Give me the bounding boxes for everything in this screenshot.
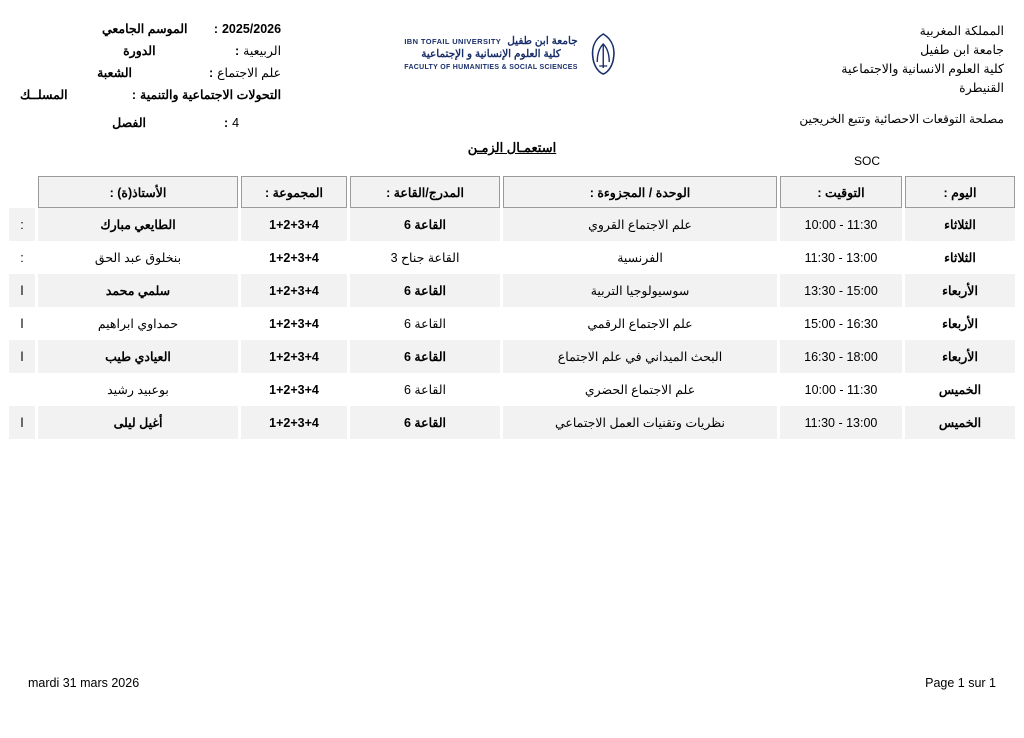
cell-room: القاعة 6 [350, 208, 500, 241]
logo-arabic-university: جامعة ابن طفيل [507, 34, 578, 47]
logo-emblem-icon [586, 32, 620, 76]
cell-time: 10:00 - 11:30 [780, 208, 902, 241]
cell-mark: ا [9, 406, 35, 439]
cell-time: 11:30 - 13:00 [780, 406, 902, 439]
cell-day: الخميس [905, 406, 1015, 439]
cell-group: 1+2+3+4 [241, 307, 347, 340]
logo-english-university: IBN TOFAIL UNIVERSITY [404, 36, 502, 46]
cell-unit: الفرنسية [503, 241, 777, 274]
info-key-track: المسلــك [20, 88, 68, 102]
cell-professor: بوعبيد رشيد [38, 373, 238, 406]
info-value-department: علم الاجتماع [217, 66, 282, 80]
page-footer [0, 676, 1024, 690]
info-colon: : [213, 22, 219, 36]
cell-unit: علم الاجتماع القروي [503, 208, 777, 241]
cell-unit: نظريات وتقنيات العمل الاجتماعي [503, 406, 777, 439]
cell-room: القاعة 6 [350, 340, 500, 373]
program-info-block [20, 18, 283, 134]
timetable-container [0, 176, 1024, 439]
column-header-professor: الأستاذ(ة) : [38, 176, 238, 208]
info-value-track: التحولات الاجتماعية والتنمية [140, 88, 282, 102]
footer-pagination: Page 1 sur 1 [925, 676, 996, 690]
column-header-day: اليوم : [905, 176, 1015, 208]
info-key-semester: الفصل [112, 116, 147, 130]
timetable [6, 176, 1018, 439]
info-row-session [20, 40, 283, 62]
cell-time: 16:30 - 18:00 [780, 340, 902, 373]
info-row-semester [20, 112, 283, 134]
institution-line-country: المملكة المغربية [919, 24, 1004, 38]
logo-text-block [404, 35, 578, 74]
cell-group: 1+2+3+4 [241, 274, 347, 307]
info-colon: : [131, 88, 137, 102]
info-value-semester: 4 [232, 116, 240, 130]
info-row-track [20, 84, 283, 106]
page-title: استعمـال الزمـن [467, 140, 557, 155]
column-header-group: المجموعة : [241, 176, 347, 208]
table-row [9, 373, 1015, 406]
cell-group: 1+2+3+4 [241, 373, 347, 406]
institution-block [799, 22, 1004, 129]
cell-group: 1+2+3+4 [241, 340, 347, 373]
cell-room: القاعة 6 [350, 274, 500, 307]
column-header-time: التوقيت : [780, 176, 902, 208]
cell-mark: : [9, 208, 35, 241]
table-row [9, 406, 1015, 439]
timetable-page [0, 14, 1024, 738]
cell-professor: العيادي طيب [38, 340, 238, 373]
cell-day: الثلاثاء [905, 241, 1015, 274]
cell-unit: علم الاجتماع الحضري [503, 373, 777, 406]
cell-day: الأربعاء [905, 274, 1015, 307]
info-key-department: الشعبة [97, 66, 133, 80]
university-logo [404, 32, 620, 76]
cell-room: القاعة 6 [350, 307, 500, 340]
cell-professor: أغيل ليلى [38, 406, 238, 439]
info-key-session: الدورة [123, 44, 156, 58]
cell-room: القاعة 6 [350, 373, 500, 406]
info-value-academic-year: 2025/2026 [221, 22, 282, 36]
info-colon: : [235, 44, 240, 58]
cell-time: 10:00 - 11:30 [780, 373, 902, 406]
cell-day: الخميس [905, 373, 1015, 406]
cell-unit: سوسيولوجيا التربية [503, 274, 777, 307]
service-line: مصلحة التوقعات الاحصائية وتتبع الخريجين [799, 112, 1004, 126]
logo-top-row [404, 35, 578, 48]
cell-time: 11:30 - 13:00 [780, 241, 902, 274]
cell-room: القاعة جناح 3 [350, 241, 500, 274]
table-row [9, 307, 1015, 340]
section-code: SOC [853, 154, 880, 168]
cell-professor: الطايعي مبارك [38, 208, 238, 241]
cell-mark: : [9, 241, 35, 274]
logo-arabic-faculty: كلية العلوم الإنسانية و الإجتماعية [421, 47, 561, 60]
cell-day: الثلاثاء [905, 208, 1015, 241]
cell-day: الأربعاء [905, 340, 1015, 373]
cell-mark: ا [9, 307, 35, 340]
info-row-academic-year [20, 18, 283, 40]
cell-professor: بنخلوق عبد الحق [38, 241, 238, 274]
institution-line-faculty: كلية العلوم الانسانية والاجتماعية [841, 62, 1004, 76]
timetable-head [9, 176, 1015, 208]
cell-professor: سلمي محمد [38, 274, 238, 307]
info-colon: : [208, 66, 214, 80]
timetable-header-row [9, 176, 1015, 208]
document-header [20, 14, 1004, 168]
cell-mark [9, 373, 35, 406]
footer-date: mardi 31 mars 2026 [28, 676, 140, 690]
cell-unit: علم الاجتماع الرقمي [503, 307, 777, 340]
timetable-body [9, 208, 1015, 439]
cell-time: 15:00 - 16:30 [780, 307, 902, 340]
info-row-department [20, 62, 283, 84]
cell-mark: ا [9, 274, 35, 307]
column-header-unit: الوحدة / المجزوءة : [503, 176, 777, 208]
table-row [9, 208, 1015, 241]
institution-line-city: القنيطرة [959, 81, 1004, 95]
logo-english-faculty: FACULTY OF HUMANITIES & SOCIAL SCIENCES [404, 63, 578, 71]
info-value-session: الربيعية [243, 44, 282, 58]
cell-day: الأربعاء [905, 307, 1015, 340]
cell-time: 13:30 - 15:00 [780, 274, 902, 307]
table-row [9, 241, 1015, 274]
table-row [9, 340, 1015, 373]
info-colon: : [224, 116, 229, 130]
cell-group: 1+2+3+4 [241, 241, 347, 274]
cell-unit: البحث الميداني في علم الاجتماع [503, 340, 777, 373]
cell-mark: ا [9, 340, 35, 373]
institution-line-university: جامعة ابن طفيل [920, 43, 1004, 57]
cell-room: القاعة 6 [350, 406, 500, 439]
cell-group: 1+2+3+4 [241, 406, 347, 439]
column-header-room: المدرج/القاعة : [350, 176, 500, 208]
cell-professor: حمداوي ابراهيم [38, 307, 238, 340]
table-row [9, 274, 1015, 307]
cell-group: 1+2+3+4 [241, 208, 347, 241]
column-header-mark [9, 176, 35, 208]
info-key-academic-year: الموسم الجامعي [101, 22, 188, 36]
